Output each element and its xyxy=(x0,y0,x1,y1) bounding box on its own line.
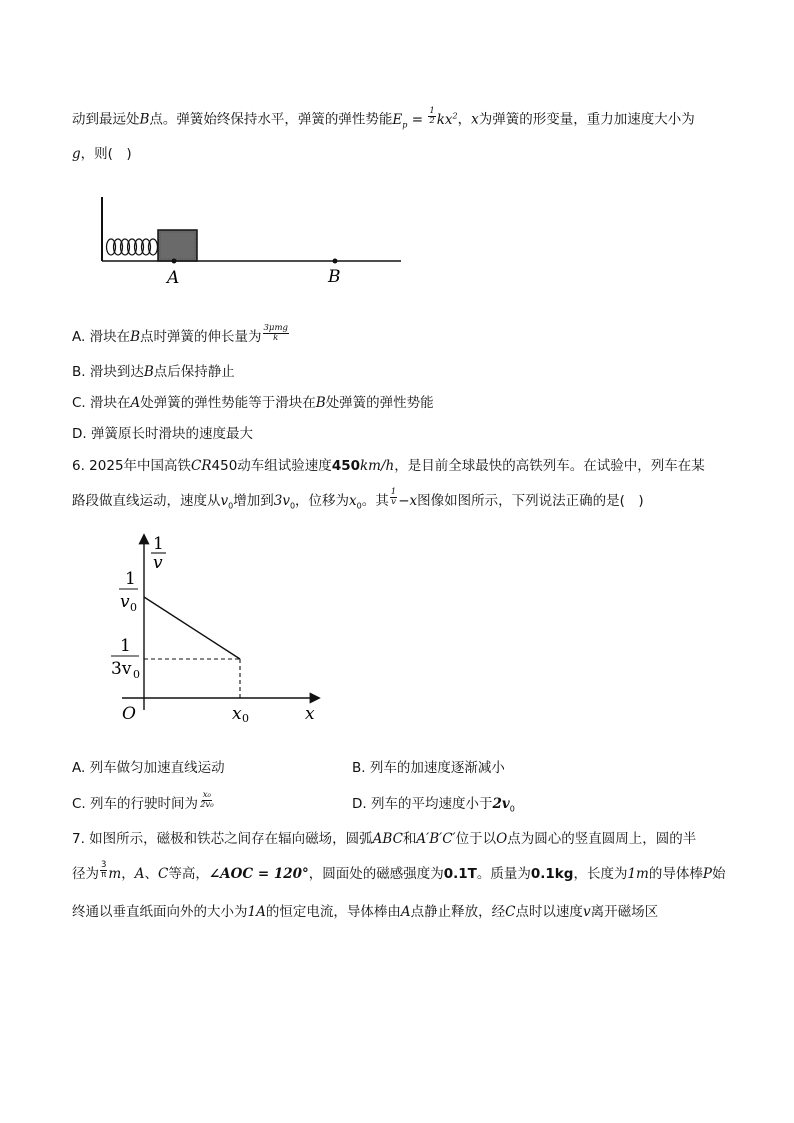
q6-option-d: D. 列车的平均速度小于$2v_0$ xyxy=(352,796,515,814)
fraction-3umg-k: $\frac{\text{3μmg}}{k}$ xyxy=(263,322,288,343)
svg-text:0: 0 xyxy=(133,668,140,681)
spring-block-figure xyxy=(96,193,406,288)
fraction-1-v: $\frac{1}{v}$ xyxy=(390,486,397,507)
q5-option-d: D. 弹簧原长时滑块的速度最大 xyxy=(72,426,253,442)
label-a: A xyxy=(167,268,180,288)
q5-option-c: C. 滑块在A处弹簧的弹性势能等于滑块在B处弹簧的弹性势能 xyxy=(72,395,434,411)
fraction-half: $\frac{1}{2}$ xyxy=(429,105,435,126)
q5-stem-line-2: g，则( ) xyxy=(72,146,132,162)
q6-stem-line-2: 路段做直线运动，速度从$v_0$增加到$3v_0$，位移为$x_0$。其 $\frac{1}{v}$ −x图像如图所示，下列说法正确的是( ) xyxy=(72,486,644,511)
q7-stem-line-2: 径为 $\frac{3}{\pi}$ m，A、C等高，∠AOC = 120°，圆面处的磁感强度为0.1T。质量为0.1kg，长度为1m的导体棒P始 xyxy=(72,859,726,882)
q5-option-b: B. 滑块到达B点后保持静止 xyxy=(72,364,235,380)
formula-ep: $E_p$ = $\frac{1}{2}$ $kx^2$ xyxy=(392,105,458,130)
y-tick-mid-den: 3v xyxy=(111,659,132,679)
q6-stem-line-1: 6. 2025年中国高铁CR450动车组试验速度450km/h，是目前全球最快的高铁列车。在试验中，列车在某 xyxy=(72,458,705,474)
q7-stem-line-3: 终通以垂直纸面向外的大小为1A的恒定电流，导体棒由A点静止释放，经C点时以速度v离开磁场区 xyxy=(72,904,659,920)
origin-label: O xyxy=(122,704,136,724)
spring-icon xyxy=(107,239,158,255)
x-axis-label: x xyxy=(305,704,315,724)
fraction-x0-2v0: $\frac{\text{x₀}}{\text{2v₀}}$ xyxy=(200,789,214,810)
inverse-velocity-graph xyxy=(100,528,340,728)
slider-block xyxy=(158,230,197,261)
y-tick-top-den: v xyxy=(120,592,130,612)
q5-stem-line-1: 动到最远处B点。弹簧始终保持水平，弹簧的弹性势能$E_p$ = $\frac{1}{2}$ $kx^2$，x为弹簧的形变量，重力加速度大小为 xyxy=(72,105,695,130)
q5-option-a: A. 滑块在B点时弹簧的伸长量为 $\frac{\text{3μmg}}{k}$ xyxy=(72,322,288,345)
y-tick-mid-num: 1 xyxy=(120,636,131,656)
label-b: B xyxy=(328,267,341,287)
y-tick-top-num: 1 xyxy=(125,569,136,589)
y-axis-label-num: 1 xyxy=(153,534,164,554)
graph-line xyxy=(144,597,240,659)
y-axis-label-den: v xyxy=(153,553,163,573)
point-a-dot xyxy=(172,259,177,264)
q6-option-a: A. 列车做匀加速直线运动 xyxy=(72,760,225,776)
q6-option-c: C. 列车的行驶时间为 $\frac{\text{x₀}}{\text{2v₀}}$ xyxy=(72,789,214,812)
q6-option-b: B. 列车的加速度逐渐减小 xyxy=(352,760,505,776)
svg-text:0: 0 xyxy=(130,601,137,614)
point-b-dot xyxy=(333,259,338,264)
svg-text:0: 0 xyxy=(242,712,249,725)
x-tick-label: x xyxy=(232,704,242,724)
fraction-3-pi: $\frac{3}{\pi}$ xyxy=(101,859,107,880)
q7-stem-line-1: 7. 如图所示，磁极和铁芯之间存在辐向磁场，圆弧ABC和A′B′C′位于以O点为圆心的竖直圆周上，圆的半 xyxy=(72,831,697,847)
